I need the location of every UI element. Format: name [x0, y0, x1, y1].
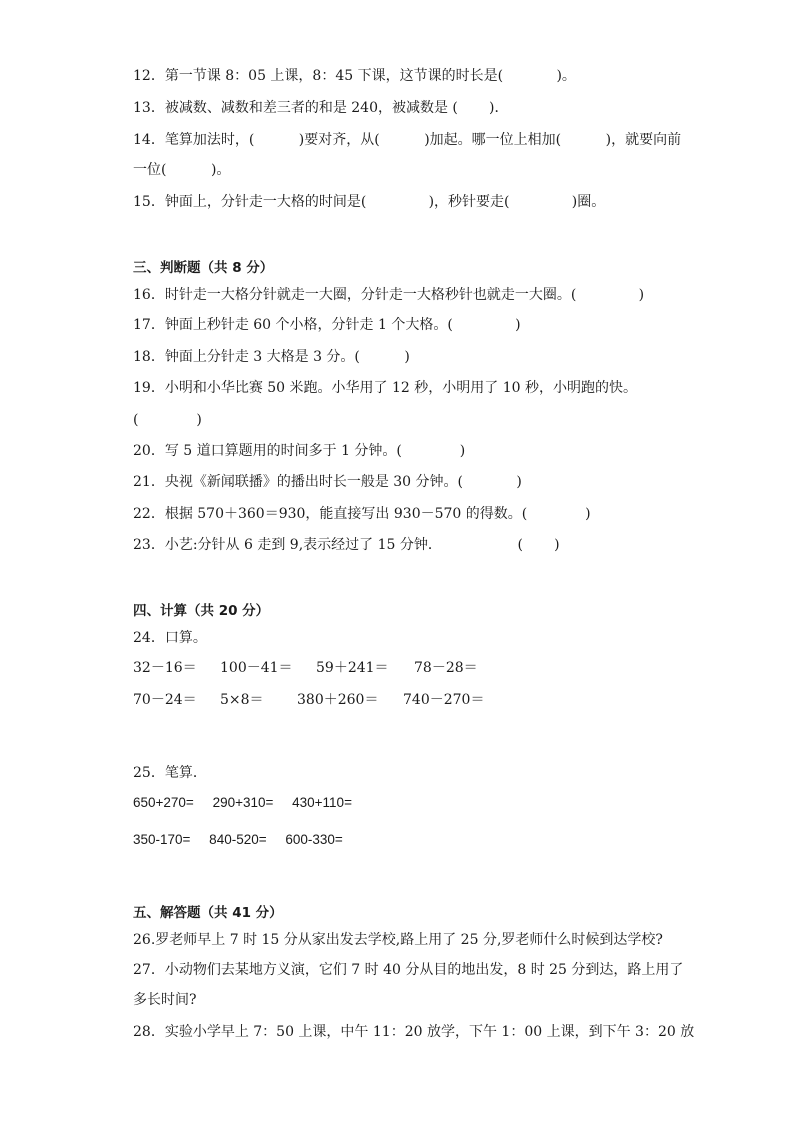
section-5-heading: 五、解答题（共 41 分） — [133, 905, 283, 921]
question-24-title: 24．口算。 — [133, 630, 207, 646]
question-27-continued: 多长时间? — [133, 992, 197, 1008]
question-23: 23．小艺:分针从 6 走到 9,表示经过了 15 分钟． ( ) — [133, 537, 560, 553]
question-19-blank: ( ) — [133, 412, 202, 428]
question-14: 14．笔算加法时，( )要对齐，从( )加起。哪一位上相加( )，就要向前 — [133, 132, 682, 148]
question-19: 19．小明和小华比赛 50 米跑。小华用了 12 秒，小明用了 10 秒，小明跑的快。 — [133, 380, 637, 396]
written-calc-row: 350-170= 840-520= 600-330= — [133, 832, 343, 847]
oral-calc-item: 59＋241＝ — [316, 660, 389, 676]
question-12: 12．第一节课 8：05 上课，8：45 下课，这节课的时长是( )。 — [133, 68, 576, 84]
question-20: 20．写 5 道口算题用的时间多于 1 分钟。( ) — [133, 443, 466, 459]
question-17: 17．钟面上秒针走 60 个小格，分针走 1 个大格。( ) — [133, 317, 521, 333]
question-27: 27．小动物们去某地方义演，它们 7 时 40 分从目的地出发，8 时 25 分到达，路上用了 — [133, 962, 684, 978]
question-28: 28．实验小学早上 7：50 上课，中午 11：20 放学，下午 1：00 上课，到下午 3：20 放 — [133, 1024, 695, 1040]
oral-calc-item: 5×8＝ — [220, 692, 264, 708]
oral-calc-item: 70－24＝ — [133, 692, 197, 708]
oral-calc-item: 740－270＝ — [403, 692, 485, 708]
question-13: 13．被减数、减数和差三者的和是 240，被减数是 ( )． — [133, 100, 509, 116]
section-4-heading: 四、计算（共 20 分） — [133, 603, 270, 619]
written-calc-row: 650+270= 290+310= 430+110= — [133, 795, 352, 810]
question-26: 26.罗老师早上 7 时 15 分从家出发去学校,路上用了 25 分,罗老师什么时候到达学校? — [133, 932, 663, 948]
oral-calc-item: 78－28＝ — [414, 660, 478, 676]
oral-calc-item: 32－16＝ — [133, 660, 197, 676]
question-22: 22．根据 570＋360＝930，能直接写出 930－570 的得数。( ) — [133, 506, 591, 522]
oral-calc-item: 100－41＝ — [220, 660, 293, 676]
question-14-continued: 一位( )。 — [133, 162, 231, 178]
question-16: 16．时针走一大格分针就走一大圈，分针走一大格秒针也就走一大圈。( ) — [133, 287, 645, 303]
oral-calc-item: 380＋260＝ — [297, 692, 379, 708]
question-25-title: 25．笔算． — [133, 765, 207, 781]
section-3-heading: 三、判断题（共 8 分） — [133, 260, 274, 276]
question-21: 21．央视《新闻联播》的播出时长一般是 30 分钟。( ) — [133, 474, 522, 490]
question-15: 15．钟面上，分针走一大格的时间是( )，秒针要走( )圈。 — [133, 194, 606, 210]
question-18: 18．钟面上分针走 3 大格是 3 分。( ) — [133, 349, 410, 365]
